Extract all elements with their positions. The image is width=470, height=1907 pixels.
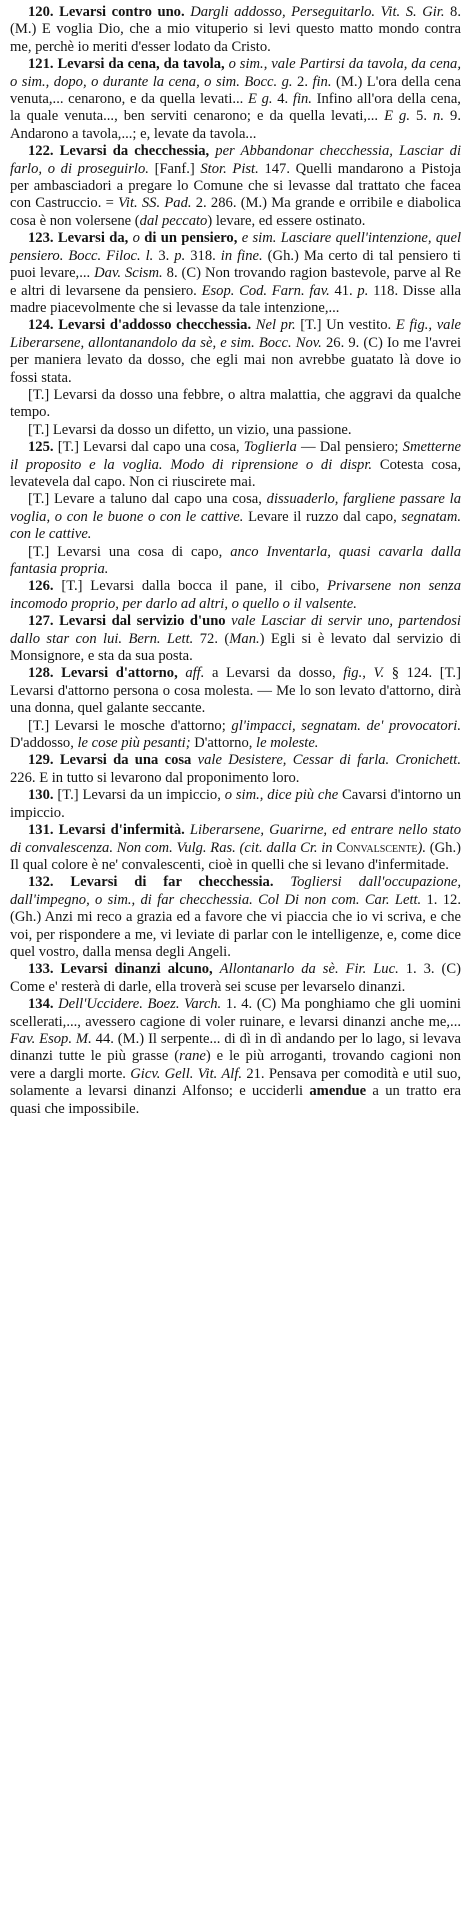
entry-123: 123. Levarsi da, o di un pensiero, e sim. Lasciare quell'intenzione, quel pensiero. Bocc. Filoc. l. 3. p. 318. in fine. (Gh.) Ma certo di tal pensiero ti puoi levare,... Dav. Scism. 8. (C) Non trovando ragion bastevole, parve al Re e altri di levarsene da pensiero. Esop. Cod. Farn. fav. 41. p. 118. Disse alla madre piacevolmente che si levasse da tale intenzione,... <box>10 230 462 316</box>
entry-number: 132. <box>28 874 54 891</box>
entry-number: 120. <box>28 4 54 20</box>
entry-127: 127. Levarsi dal servizio d'uno vale Lasciar di servir uno, partendosi dallo star con lui. Bern. Lett. 72. (Man.) Egli si è levato dal servizio di Monsignore, e sta da sua posta. <box>10 613 461 665</box>
entry-number: 129. <box>28 752 54 769</box>
entry-headword: Levarsi contro uno. <box>59 4 185 20</box>
entry-126: 126. [T.] Levarsi dalla bocca il pane, il cibo, Privarsene non senza incomodo proprio, per darlo ad altri, o quello o il valsente. <box>10 578 461 612</box>
entry-129: 129. Levarsi da una cosa vale Desistere, Cessar di farla. Cronichett. 226. E in tutto si levarono dal proponimento loro. <box>10 752 461 786</box>
entry-headword: Levarsi d'infermità. <box>58 822 185 839</box>
entry-headword: Levarsi da cena, da tavola, <box>57 56 225 73</box>
entry-124-sub-2: [T.] Levarsi da dosso un difetto, un vizio, una passione. <box>28 421 352 438</box>
entry-number: 123. <box>28 230 54 247</box>
entry-128-sub-1: [T.] Levarsi le mosche d'attorno; gl'impacci, segnatam. de' provocatori. D'addosso, le cose più pesanti; D'attorno, le moleste. <box>10 717 461 752</box>
entry-number: 126. <box>28 578 54 595</box>
entry-131: 131. Levarsi d'infermità. Liberarsene, Guarirne, ed entrare nello stato di convalescenza. Non com. Vulg. Ras. (cit. dalla Cr. in Convalscente). (Gh.) Il qual colore è ne' convalescenti, cioè in quelli che si levano d'infermitade. <box>10 822 461 873</box>
entry-124-sub-1: [T.] Levarsi da dosso una febbre, o altra malattia, che aggravi da qualche tempo. <box>10 386 461 421</box>
entry-134: 134. Dell'Uccidere. Boez. Varch. 1. 4. (C) Ma ponghiamo che gli uomini scellerati,..., avessero cagione di voler ruinare, e levarsi dinanzi anche me,... Fav. Esop. M. 44. (M.) Il serpente... di dì in dì andando per lo lago, si levava dinanzi tutte le più grasse (rane) e le più arroganti, trovando cagioni non vere a dargli morte. Gicv. Gell. Vit. Alf. 21. Pensava per comodità e util suo, solamente a levarsi dinanzi Alfonso; e ucciderli amendue a un tratto era quasi che impossibile. <box>10 996 461 1117</box>
entry-number: 134. <box>28 996 54 1013</box>
entry-headword: Levarsi da, <box>57 230 129 247</box>
entry-132: 132. Levarsi di far checchessia. Togliersi dall'occupazione, dall'impegno, o sim., di far checchessia. Col Di non com. Car. Lett. 1. 12. (Gh.) Anzi mi reco a grazia ed a favore che vi piaccia che io vi scriva, e che voi, per rispondere a me, vi leviate di parlar con le intelligenze, e, come dice quel vostro, dalla mensa degli Angeli. <box>10 874 461 960</box>
entry-133: 133. Levarsi dinanzi alcuno, Allontanarlo da sè. Fir. Luc. 1. 3. (C) Come e' resterà di darle, ella troverà sei scuse per levarselo dinanzi. <box>10 961 461 995</box>
entry-125-sub-2: [T.] Levarsi una cosa di capo, anco Inventarla, quasi cavarla dalla fantasia propria. <box>10 543 461 577</box>
entry-headword: Levarsi di far checchessia. <box>70 874 274 891</box>
entry-125-sub-1: [T.] Levare a taluno dal capo una cosa, dissuaderlo, fargliene passare la voglia, o con le buone o con le cattive. Levare il ruzzo dal capo, segnatam. con le cattive. <box>10 491 462 543</box>
entry-headword: Levarsi d'attorno, <box>61 665 178 682</box>
entry-128: 128. Levarsi d'attorno, aff. a Levarsi da dosso, fig., V. § 124. [T.] Levarsi d'attorno persona o cosa molesta. — Me lo son levato d'attorno, dirà una donna, quel galante seccante. <box>10 665 461 717</box>
entry-headword: Levarsi da una cosa <box>59 752 192 769</box>
entry-number: 128. <box>28 665 54 682</box>
entry-121: 121. Levarsi da cena, da tavola, o sim., vale Partirsi da tavola, da cena, o sim., dopo, o durante la cena, o sim. Bocc. g. 2. fin. (M.) L'ora della cena venuta,... cenarono, e da quella levati... E g. 4. fin. Infino all'ora della cena, la quale venuta..., ben serviti cenarono; e da quella levati,... E g. 5. n. 9. Andarono a tavola,...; e, levate da tavola... <box>10 56 461 142</box>
entry-number: 127. <box>28 613 54 630</box>
entry-headword: Levarsi d'addosso checchessia. <box>58 317 252 334</box>
entry-number: 133. <box>28 961 54 978</box>
entry-number: 121. <box>28 56 54 73</box>
entry-number: 122. <box>28 143 54 160</box>
entry-number: 131. <box>28 822 54 839</box>
entry-headword: Levarsi dinanzi alcuno, <box>60 961 213 978</box>
entry-headword: Levarsi dal servizio d'uno <box>59 613 226 630</box>
entry-number: 130. <box>28 787 54 804</box>
entry-124: 124. Levarsi d'addosso checchessia. Nel pr. [T.] Un vestito. E fig., vale Liberarsene, allontanandolo da sè, e sim. Bocc. Nov. 26. 9. (C) Io me l'avrei per maniera levato da dosso, che egli mai non avrebbe guatato là dove io fossi stata. <box>10 317 462 386</box>
entry-number: 124. <box>28 317 54 334</box>
entry-130: 130. [T.] Levarsi da un impiccio, o sim., dice più che Cavarsi d'intorno un impiccio. <box>10 787 462 821</box>
entry-number: 125. <box>28 439 54 456</box>
entry-headword: Levarsi da checchessia, <box>59 143 210 160</box>
entry-120: 120. Levarsi contro uno. Dargli addosso, Perseguitarlo. Vit. S. Gir. 8. (M.) E voglia Dio, che a mio vituperio si levi questo matto mondo contra me, perchè io meriti d'esser lodato da Cristo. <box>10 4 461 55</box>
entry-122: 122. Levarsi da checchessia, per Abbandonar checchessia, Lasciar di farlo, o di proseguirlo. [Fanf.] Stor. Pist. 147. Quelli mandarono a Pistoja per ambasciadori a pregare lo Comune che si levasse dal trattato che facea con Castruccio. = Vit. SS. Pad. 2. 286. (M.) Ma grande e orribile e diabolica cosa è non volersene (dal peccato) levare, ed essere ostinato. <box>10 143 461 229</box>
entry-125: 125. [T.] Levarsi dal capo una cosa, Toglierla — Dal pensiero; Smetterne il proposito e la voglia. Modo di riprensione o di dispr. Cotesta cosa, levatevela dal capo. Non ci riuscirete mai. <box>10 439 462 490</box>
